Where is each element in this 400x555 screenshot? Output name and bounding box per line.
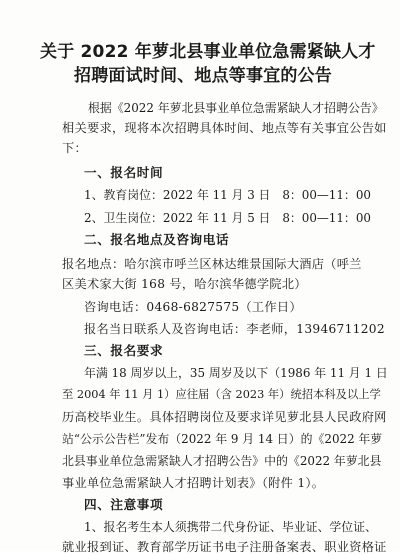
section-4-line-1: 1、报名考生本人须携带二代身份证、毕业证、学位证、 bbox=[84, 520, 377, 534]
section-4-line-2: 就业报到证、教育部学历证书电子注册备案表、职业资格证 bbox=[62, 540, 387, 554]
section-2-heading: 二、报名地点及咨询电话 bbox=[84, 232, 230, 247]
intro-line-1: 根据《2022 年萝北县事业单位急需紧缺人才招聘公告》 bbox=[88, 101, 384, 115]
intro-line-2: 相关要求，现将本次招聘具体时间、地点等有关事宜公告如 bbox=[62, 121, 387, 135]
section-1-item-2: 2、卫生岗位：2022 年 11 月 5 日 8：00—11：00 bbox=[84, 211, 371, 225]
section-3-line-4: 站“公示公告栏”发布（2022 年 9 月 14 日）的《2022 年萝 bbox=[62, 432, 383, 446]
document-title bbox=[40, 40, 376, 88]
section-3-line-5: 北县事业单位急需紧缺人才招聘公告》中的《2022 年萝北县 bbox=[62, 454, 382, 468]
section-3-line-3: 历高校毕业生。具体招聘岗位及要求详见萝北县人民政府网 bbox=[62, 410, 387, 424]
title-line-2: 招聘面试时间、地点等事宜的公告 bbox=[74, 66, 332, 86]
section-2-line-1: 报名地点：哈尔滨市呼兰区林达维景国际大酒店（呼兰 bbox=[62, 257, 362, 271]
section-1-item-1: 1、教育岗位：2022 年 11 月 3 日 8：00—11：00 bbox=[84, 188, 371, 202]
intro-line-3: 下： bbox=[62, 141, 87, 155]
section-2-line-3: 咨询电话：0468-6827575（工作日） bbox=[84, 300, 302, 314]
title-line-1: 关于 2022 年萝北县事业单位急需紧缺人才 bbox=[40, 42, 376, 62]
section-3-heading: 三、报名要求 bbox=[84, 343, 164, 358]
section-2-line-4: 报名当日联系人及咨询电话：李老师，13946711202 bbox=[84, 322, 385, 336]
section-3-line-1: 年满 18 周岁以上，35 周岁及以下（1986 年 11 月 1 日 bbox=[84, 366, 388, 380]
section-3-line-2: 至 2004 年 11 月 1）应往届（含 2023 年）统招本科及以上学 bbox=[62, 388, 381, 401]
section-2-line-2: 区美术家大街 168 号，哈尔滨华德学院北） bbox=[62, 277, 307, 291]
section-1-heading: 一、报名时间 bbox=[84, 165, 164, 180]
section-4-heading: 四、注意事项 bbox=[84, 497, 164, 512]
section-3-line-6: 事业单位急需紧缺人才招聘计划表》（附件 1）。 bbox=[62, 476, 325, 490]
